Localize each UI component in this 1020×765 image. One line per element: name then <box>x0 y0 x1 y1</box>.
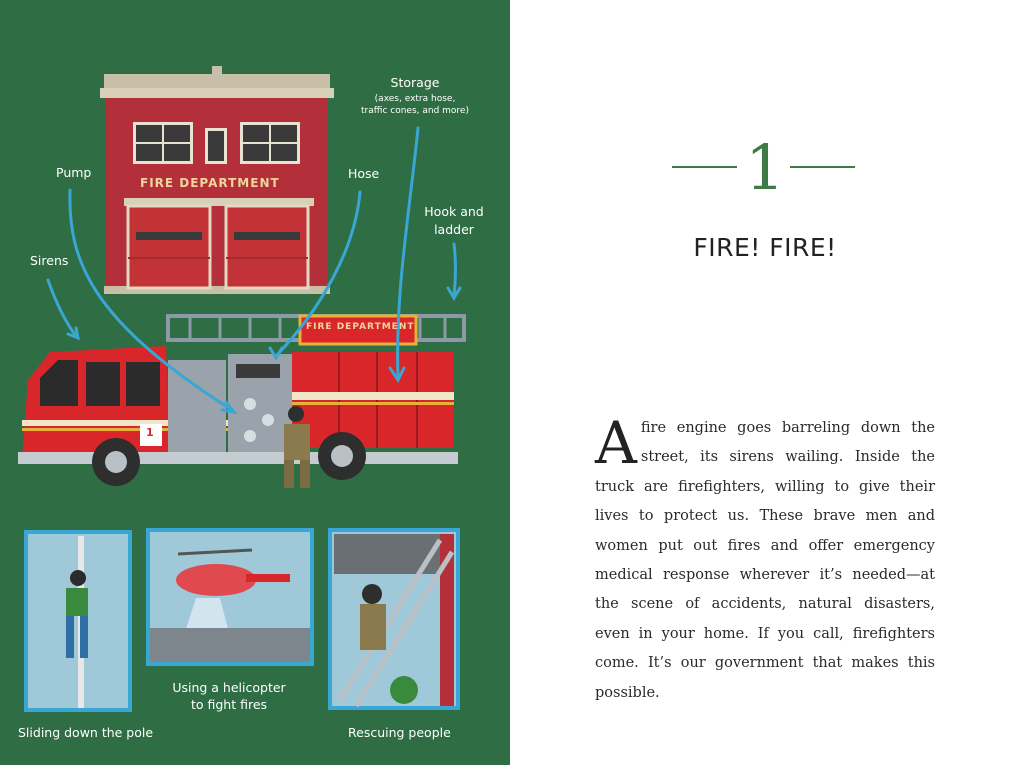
helicopter-caption-line1: Using a helicopter <box>172 680 286 695</box>
chapter-title: FIRE! FIRE! <box>693 233 837 262</box>
body-paragraph: fire engine goes barreling down the street, its sirens wailing. Inside the truck are firefighters, willing to give their lives to protect us. These brave men and women put out fires and offer emergency medical response wherever it’s needed—at the scene of accidents, natural disasters, even in your home. If you call, firefighters come. It’s our government that makes this possible. <box>595 420 935 701</box>
storage-detail-2: traffic cones, and more) <box>361 106 469 116</box>
text-page <box>510 0 1020 765</box>
truck-number: 1 <box>146 426 154 439</box>
chapter-number: 1 <box>745 131 785 204</box>
sirens-label: Sirens <box>30 253 69 268</box>
pole-caption: Sliding down the pole <box>18 725 154 740</box>
hose-label: Hose <box>348 166 380 181</box>
helicopter-caption-line2: to fight fires <box>190 697 268 712</box>
rescue-caption: Rescuing people <box>348 725 451 740</box>
storage-detail-1: (axes, extra hose, <box>374 94 456 104</box>
drop-cap: A <box>595 409 637 477</box>
pole-panel <box>26 532 130 710</box>
chapter-body <box>595 409 935 708</box>
hook-label-line2: ladder <box>434 222 474 237</box>
building-sign: FIRE DEPARTMENT <box>140 176 280 190</box>
rescue-panel <box>330 530 458 708</box>
chapter-rule-right <box>790 166 855 168</box>
hook-label-line1: Hook and <box>424 204 484 219</box>
truck-sign: FIRE DEPARTMENT <box>306 322 415 332</box>
pump-label: Pump <box>56 165 92 180</box>
storage-label: Storage <box>390 75 440 90</box>
helicopter-panel <box>148 530 312 664</box>
